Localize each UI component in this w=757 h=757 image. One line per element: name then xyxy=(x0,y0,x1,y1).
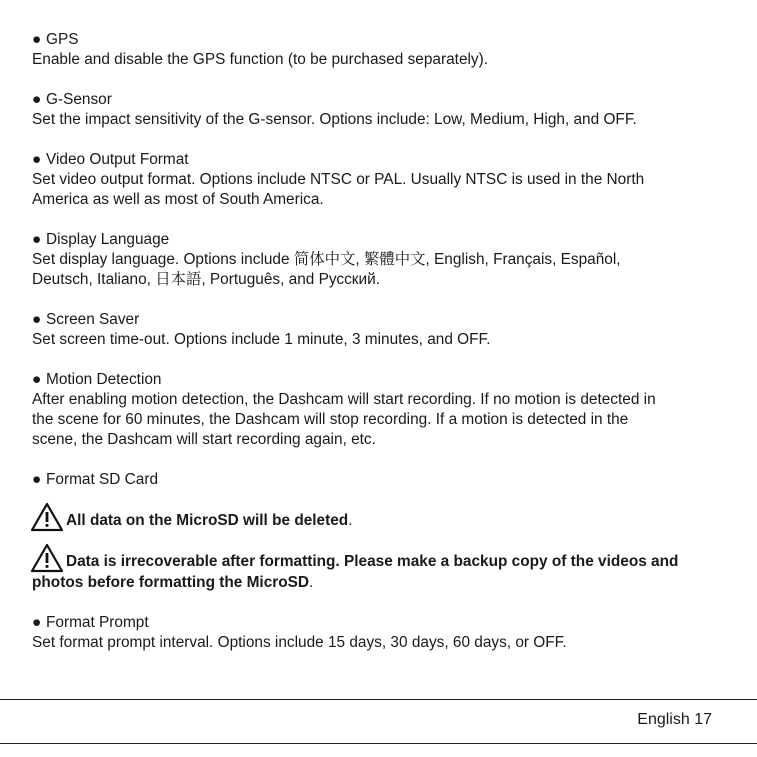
section-title xyxy=(32,150,732,170)
section-description: After enabling motion detection, the Dashcam will start recording. If no motion is detected in the scene for 60 minutes, the Dashcam will stop recording. If a motion is detected in the scene, the Dashcam will start recording again, etc. xyxy=(32,391,656,448)
section-motion-detection xyxy=(32,370,732,450)
warning-data-deleted xyxy=(32,510,732,531)
warning-period: . xyxy=(348,512,353,529)
section-title-text: Display Language xyxy=(46,231,170,248)
section-title xyxy=(32,30,732,50)
section-format-sd-card xyxy=(32,470,732,490)
section-title-text: Format Prompt xyxy=(46,614,149,631)
section-description: Set video output format. Options include NTSC or PAL. Usually NTSC is used in the North America as well as most of South America. xyxy=(32,171,645,208)
footer-bottom-divider xyxy=(0,743,757,744)
section-title-text: Motion Detection xyxy=(46,371,162,388)
section-title xyxy=(32,470,732,490)
warning-period: . xyxy=(309,574,314,591)
section-title xyxy=(32,90,732,110)
bullet-icon: ● xyxy=(32,31,42,48)
section-description: Set the impact sensitivity of the G-sensor. Options include: Low, Medium, High, and OFF. xyxy=(32,111,637,128)
section-title-text: GPS xyxy=(46,31,79,48)
warning-message: Data is irrecoverable after formatting. Please make a backup copy of the videos and photos before formatting the MicroSD xyxy=(32,553,679,591)
warning-triangle-icon xyxy=(30,543,64,573)
bullet-icon: ● xyxy=(32,614,42,631)
warning-text xyxy=(32,510,732,531)
bullet-icon: ● xyxy=(32,311,42,328)
section-g-sensor xyxy=(32,90,732,130)
section-title xyxy=(32,370,732,390)
warning-irrecoverable xyxy=(32,551,732,593)
bullet-icon: ● xyxy=(32,371,42,388)
warning-triangle-icon xyxy=(30,502,64,532)
bullet-icon: ● xyxy=(32,471,42,488)
section-title xyxy=(32,613,732,633)
section-gps xyxy=(32,30,732,70)
bullet-icon: ● xyxy=(32,231,42,248)
section-description: Set screen time-out. Options include 1 minute, 3 minutes, and OFF. xyxy=(32,331,491,348)
section-description: Set format prompt interval. Options include 15 days, 30 days, 60 days, or OFF. xyxy=(32,634,567,651)
page-number: English 17 xyxy=(637,711,712,728)
section-title-text: Video Output Format xyxy=(46,151,189,168)
section-format-prompt xyxy=(32,613,732,653)
section-title xyxy=(32,230,732,250)
section-title-text: Format SD Card xyxy=(46,471,159,488)
section-screen-saver xyxy=(32,310,732,350)
section-display-language xyxy=(32,230,732,290)
section-video-output-format xyxy=(32,150,732,210)
section-title xyxy=(32,310,732,330)
warning-text xyxy=(32,551,732,593)
section-description: Set display language. Options include 简体中文, 繁體中文, English, Français, Español, Deutsch, Italiano, 日本語, Português, and Русский. xyxy=(32,251,621,288)
section-description: Enable and disable the GPS function (to be purchased separately). xyxy=(32,51,489,68)
bullet-icon: ● xyxy=(32,91,42,108)
bullet-icon: ● xyxy=(32,151,42,168)
warning-message: All data on the MicroSD will be deleted xyxy=(66,512,349,529)
footer-top-divider xyxy=(0,699,757,700)
manual-content xyxy=(32,30,732,673)
section-title-text: G-Sensor xyxy=(46,91,112,108)
section-title-text: Screen Saver xyxy=(46,311,140,328)
